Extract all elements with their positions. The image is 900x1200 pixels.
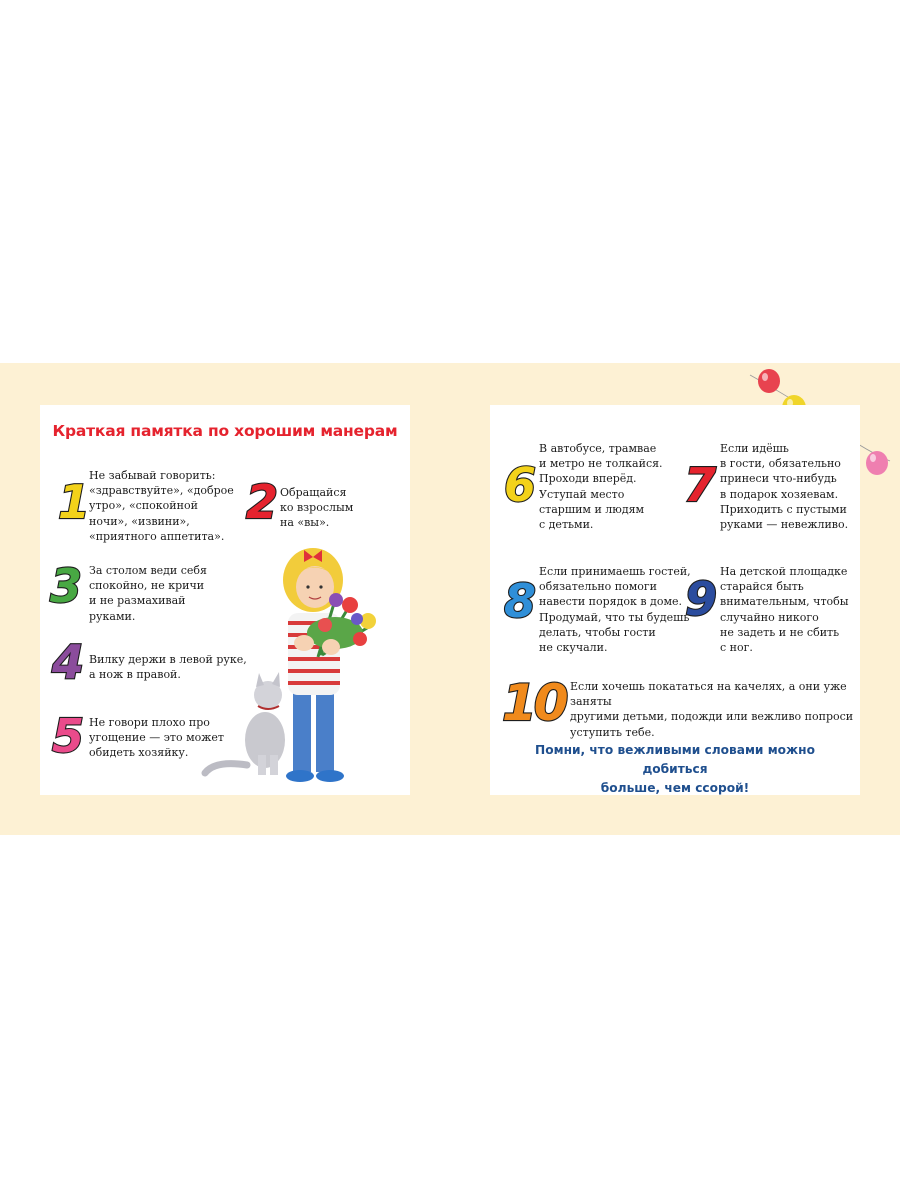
closing-reminder: Помни, что вежливыми словами можно добиться больше, чем ссорой! bbox=[535, 743, 815, 795]
rule-text-4: Вилку держи в левой руке, а нож в правой. bbox=[89, 653, 247, 682]
rule-number-8: 8 bbox=[504, 574, 537, 628]
rule-text-5: Не говори плохо про угощение — это может обидеть хозяйку. bbox=[89, 716, 225, 760]
rule-text-3: За столом веди себя спокойно, не кричи и не размахивай руками. bbox=[89, 564, 207, 623]
left-page bbox=[40, 405, 410, 795]
rule-text-6: В автобусе, трамвае и метро не толкайся. Проходи вперёд. Уступай место старшим и людям с детьми. bbox=[539, 442, 663, 532]
rule-number-3: 3 bbox=[50, 559, 83, 613]
rule-text-1: Не забывай говорить: «здравствуйте», «доброе утро», «спокойной ночи», «извини», «приятного аппетита». bbox=[89, 469, 234, 543]
rule-number-1: 1 bbox=[58, 475, 91, 529]
rule-number-5: 5 bbox=[52, 709, 85, 763]
right-page bbox=[490, 405, 860, 795]
rule-text-2: Обращайся ко взрослым на «вы». bbox=[280, 486, 354, 530]
rule-text-7: Если идёшь в гости, обязательно принеси что-нибудь в подарок хозяевам. Приходить с пустыми руками — невежливо. bbox=[720, 442, 849, 532]
rule-number-7: 7 bbox=[684, 458, 717, 512]
rule-text-9: На детской площадке старайся быть внимательным, чтобы случайно никого не задеть и не сбить с ног. bbox=[720, 565, 849, 655]
rule-number-9: 9 bbox=[685, 572, 718, 626]
rule-number-6: 6 bbox=[504, 458, 537, 512]
rule-number-2: 2 bbox=[246, 475, 279, 529]
girl-with-flowers-and-cat-illustration bbox=[200, 545, 400, 790]
rule-text-8: Если принимаешь гостей, обязательно помоги навести порядок в доме. Продумай, что ты будешь делать, чтобы гости не скучали. bbox=[539, 565, 691, 655]
rule-text-10: Если хочешь покататься на качелях, а они уже заняты другими детьми, подожди или вежливо попроси уступить тебе. bbox=[570, 680, 854, 739]
rule-number-4: 4 bbox=[52, 635, 85, 689]
rule-number-10: 10 bbox=[502, 674, 566, 732]
page-title: Краткая памятка по хорошим манерам bbox=[52, 422, 398, 440]
